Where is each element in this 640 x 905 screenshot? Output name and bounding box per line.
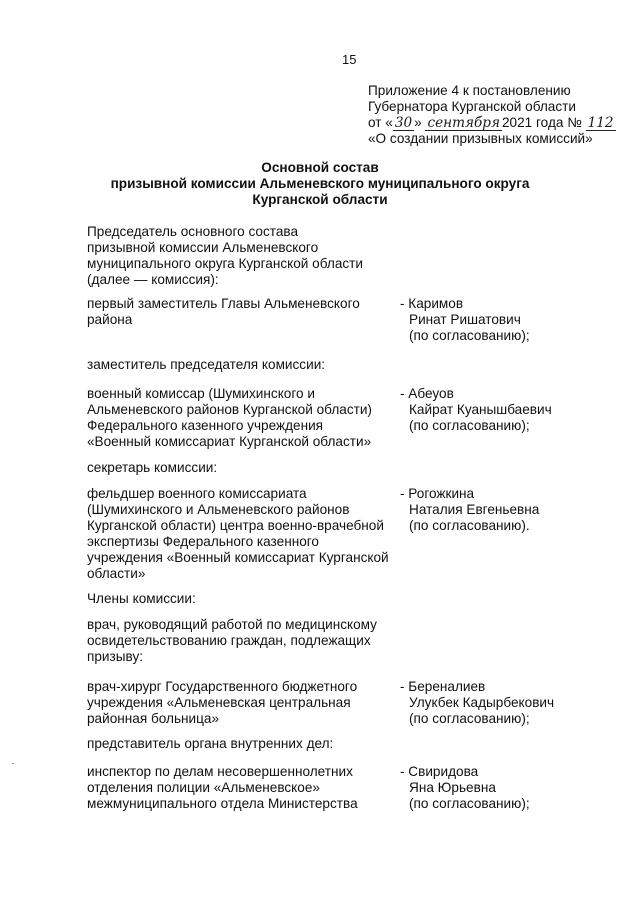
section-label: [87, 617, 387, 665]
position-line: фельдшер военного комиссариата: [87, 486, 307, 501]
chairman-line: муниципального округа Курганской области: [87, 256, 364, 271]
name-line: - Рогожкина: [400, 486, 475, 501]
name-line: (по согласованию);: [409, 796, 530, 811]
name-line: Яна Юрьевна: [409, 780, 496, 795]
document-title: [110, 160, 530, 208]
position-line: Федерального казенного учреждения: [87, 418, 324, 433]
name-line: (по согласованию);: [409, 418, 530, 433]
date-suffix: 2021 года №: [502, 115, 586, 130]
position-line: военный комиссар (Шумихинского и: [87, 386, 315, 401]
position-line: освидетельствованию граждан, подлежащих: [87, 633, 371, 648]
position-line: инспектор по делам несовершеннолетних: [87, 764, 353, 779]
position-line: первый заместитель Главы Альменевского: [87, 296, 360, 311]
name-line: Улукбек Кадырбекович: [409, 695, 555, 710]
position-line: области»: [87, 566, 146, 581]
member-name: [400, 679, 570, 727]
appendix-line-2: Губернатора Курганской области: [368, 99, 576, 114]
name-line: Кайрат Куанышбаевич: [409, 402, 552, 417]
name-line: - Свиридова: [400, 764, 479, 779]
chairman-line: (далее — комиссия):: [87, 272, 219, 287]
name-line: Ринат Ришатович: [409, 312, 521, 327]
scan-speck: [12, 763, 14, 764]
date-mid: »: [414, 115, 426, 130]
appendix-line-4: «О создании призывных комиссий»: [368, 131, 593, 146]
position-line: межмуниципального отдела Министерства: [87, 796, 358, 811]
member-position: [87, 296, 387, 328]
name-line: - Береналиев: [400, 679, 486, 694]
member-position: [87, 764, 387, 812]
chairman-line: призывной комиссии Альменевского: [87, 240, 319, 255]
name-line: - Каримов: [400, 296, 464, 311]
appendix-header: [368, 83, 628, 147]
member-position: [87, 679, 387, 727]
section-label: секретарь комиссии:: [87, 460, 218, 475]
member-position: [87, 486, 387, 582]
position-line: учреждения «Альменевская центральная: [87, 695, 351, 710]
position-line: врач-хирург Государственного бюджетного: [87, 679, 358, 694]
position-line: Курганской области) центра военно-врачебной: [87, 518, 384, 533]
position-line: учреждения «Военный комиссариат Курганской: [87, 550, 389, 565]
name-line: - Абеуов: [400, 386, 454, 401]
appendix-line-3: [368, 115, 628, 131]
title-line-3: Курганской области: [252, 192, 388, 207]
appendix-line-1: Приложение 4 к постановлению: [368, 83, 571, 98]
name-line: (по согласованию);: [409, 328, 530, 343]
position-line: призыву:: [87, 649, 144, 664]
chairman-text: [87, 224, 387, 288]
title-line-2: призывной комиссии Альменевского муниципального округа: [110, 176, 530, 191]
date-prefix: от «: [368, 115, 393, 130]
position-line: Альменевского районов Курганской области): [87, 402, 372, 417]
chairman-line: Председатель основного состава: [87, 224, 299, 239]
position-line: «Военный комиссариат Курганской области»: [87, 434, 372, 449]
position-line: района: [87, 312, 133, 327]
position-line: (Шумихинского и Альменевского районов: [87, 502, 350, 517]
name-line: Наталия Евгеньевна: [409, 502, 540, 517]
member-position: [87, 386, 387, 450]
handwritten-number: 112: [587, 115, 614, 131]
member-name: [400, 386, 570, 434]
member-name: [400, 486, 570, 534]
handwritten-day: 30: [394, 115, 413, 131]
handwritten-month: сентября: [427, 115, 500, 131]
name-line: (по согласованию).: [409, 518, 530, 533]
section-label: Члены комиссии:: [87, 591, 196, 606]
position-line: экспертизы Федерального казенного: [87, 534, 319, 549]
position-line: районная больница»: [87, 711, 220, 726]
position-line: отделения полиции «Альменевское»: [87, 780, 320, 795]
member-name: [400, 296, 570, 344]
name-line: (по согласованию);: [409, 711, 530, 726]
section-label: представитель органа внутренних дел:: [87, 736, 334, 751]
title-line-1: Основной состав: [261, 160, 379, 175]
section-label: заместитель председателя комиссии:: [87, 357, 326, 372]
member-name: [400, 764, 570, 812]
page-number: 15: [342, 52, 357, 67]
position-line: врач, руководящий работой по медицинскому: [87, 617, 377, 632]
